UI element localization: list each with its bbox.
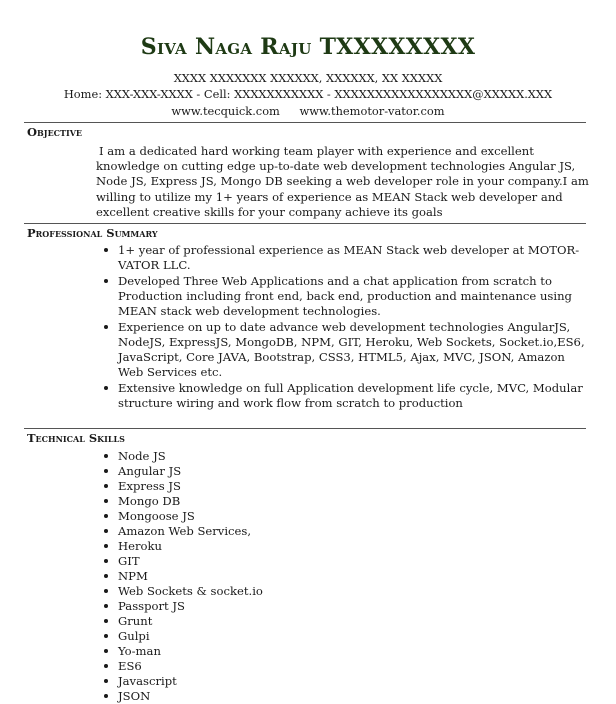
objective-text: I am a dedicated hard working team player with experience and excellent knowledge on cutting edge up-to-date web development technologies Angular JS, Node JS, Express JS, Mongo DB seeking a web developer role in your company.I am willing to utilize my 1+ years of experience as MEAN Stack web developer and excellent creative skills for your company achieve its goals — [96, 144, 589, 219]
list-item: GIT — [118, 554, 418, 569]
list-item: Heroku — [118, 539, 418, 554]
list-item: Gulpi — [118, 629, 418, 644]
list-item: Web Sockets & socket.io — [118, 584, 418, 599]
list-item: Node JS — [118, 449, 418, 464]
list-item: Express JS — [118, 479, 418, 494]
skills-list — [118, 449, 418, 704]
list-item: Mongoose JS — [118, 509, 418, 524]
list-item: Experience on up to date advance web development technologies AngularJS, NodeJS, ExpressJS, MongoDB, NPM, GIT, Heroku, Web Sockets, Socket.io,ES6, JavaScript, Core JAVA, Bootstrap, CSS3, HTML5, Ajax, MVC, JSON, Amazon Web Services etc. — [118, 320, 593, 380]
list-item: Angular JS — [118, 464, 418, 479]
list-item: 1+ year of professional experience as MEAN Stack web developer at MOTOR-VATOR LLC. — [118, 243, 593, 273]
website-link[interactable]: www.themotor-vator.com — [299, 104, 445, 118]
list-item: Amazon Web Services, — [118, 524, 418, 539]
section-divider — [24, 223, 586, 224]
list-item: JSON — [118, 689, 418, 704]
list-item: Javascript — [118, 674, 418, 689]
list-item: Developed Three Web Applications and a chat application from scratch to Production including front end, back end, production and maintenance using MEAN stack web development technologies. — [118, 274, 593, 319]
list-item: NPM — [118, 569, 418, 584]
list-item: Extensive knowledge on full Application development life cycle, MVC, Modular structure wiring and work flow from scratch to production — [118, 381, 593, 411]
list-item: Passport JS — [118, 599, 418, 614]
section-title-skills: Technical Skills — [27, 431, 125, 445]
section-title-summary: Professional Summary — [27, 226, 158, 240]
list-item: Yo-man — [118, 644, 418, 659]
websites — [0, 103, 616, 119]
section-divider — [24, 122, 586, 123]
section-title-objective: Objective — [27, 125, 83, 139]
list-item: Mongo DB — [118, 494, 418, 509]
candidate-name: Siva Naga Raju TXXXXXXXX — [140, 34, 476, 60]
list-item: ES6 — [118, 659, 418, 674]
phone-email-line: Home: XXX-XXX-XXXX - Cell: XXXXXXXXXXX - XXXXXXXXXXXXXXXXX@XXXXX.XXX — [63, 87, 553, 101]
summary-list — [118, 243, 593, 412]
section-divider — [24, 428, 586, 429]
address: XXXX XXXXXXX XXXXXX, XXXXXX, XX XXXXX — [173, 71, 443, 85]
website-link[interactable]: www.tecquick.com — [171, 104, 280, 118]
list-item: Grunt — [118, 614, 418, 629]
